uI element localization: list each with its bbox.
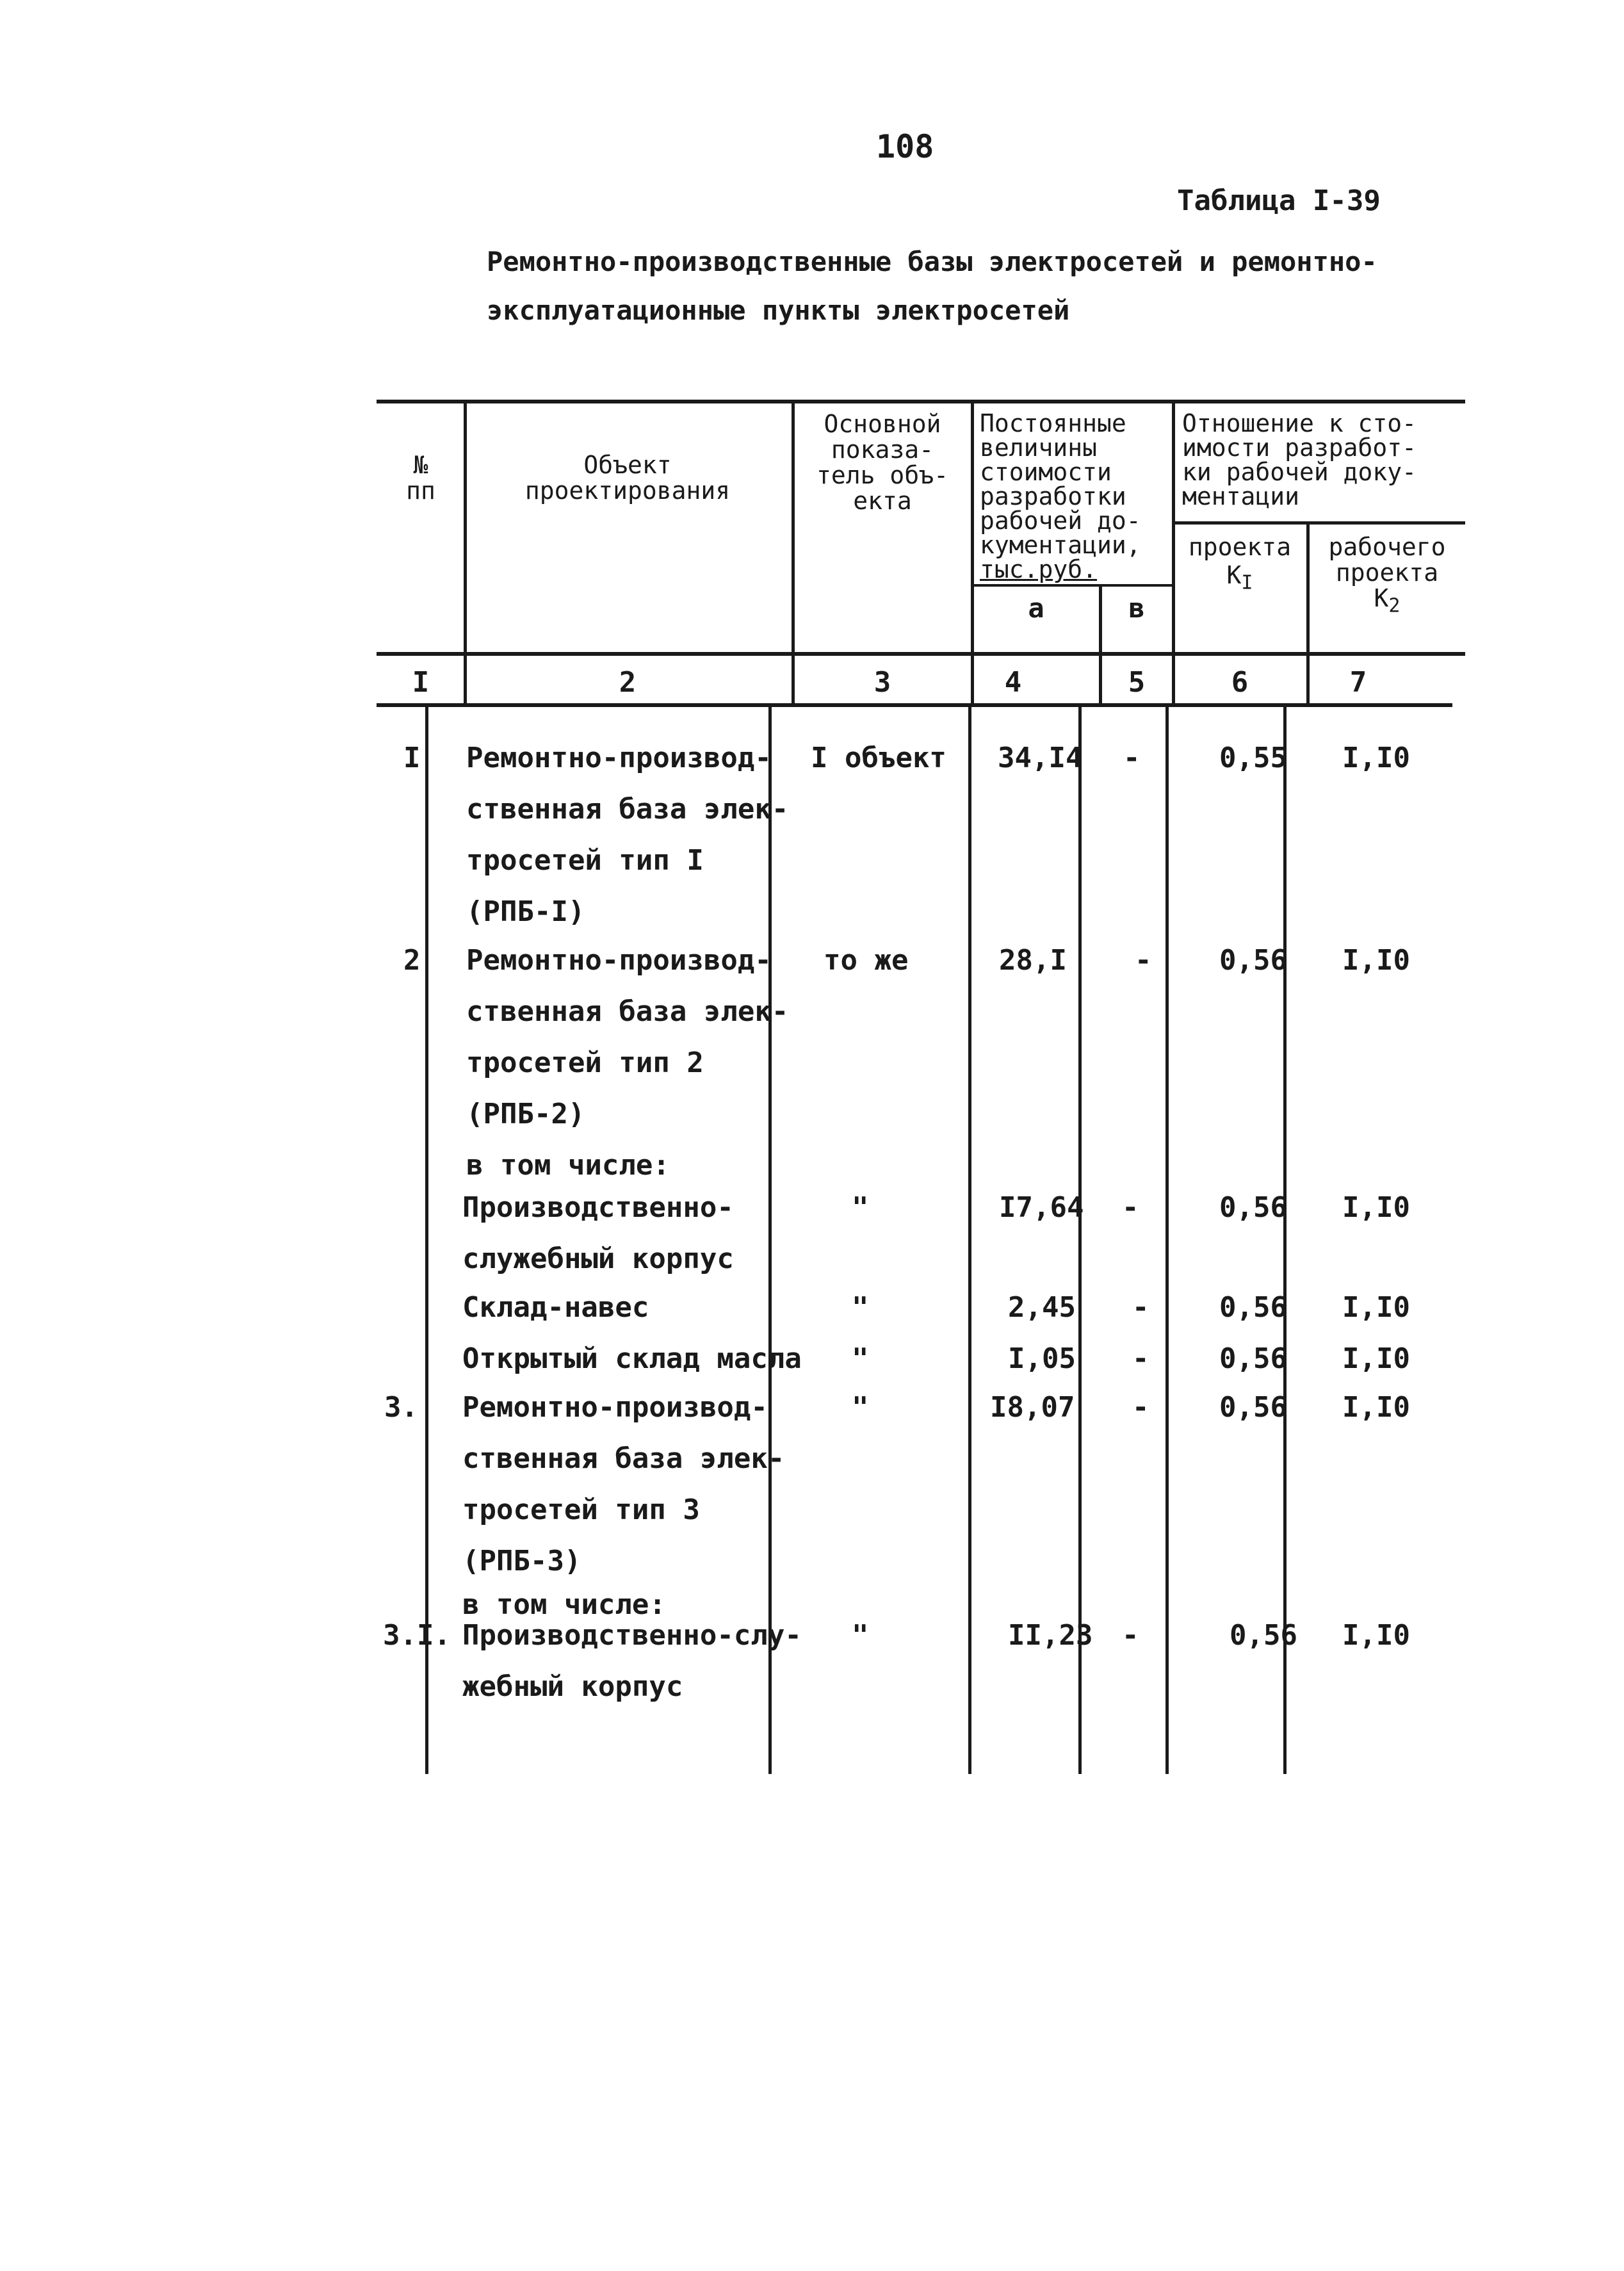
object-name-line: Производственно-слу- [462, 1619, 802, 1652]
header-col4b: в [1128, 592, 1145, 624]
row-number: 3.I. [383, 1619, 451, 1652]
value-a: 34,I4 [998, 742, 1083, 774]
value-b: - [1122, 1619, 1139, 1652]
row-number: I [403, 742, 421, 774]
value-b: - [1132, 1342, 1149, 1375]
value-a: I7,64 [999, 1191, 1084, 1224]
value-b: - [1132, 1391, 1149, 1424]
header-col4-line: кументации, [980, 531, 1141, 559]
value-k2: I,I0 [1342, 1342, 1410, 1375]
header-col1 [380, 452, 461, 503]
column-number-5: 5 [1128, 666, 1146, 699]
value-k2: I,I0 [1342, 742, 1410, 774]
header-col4-line: величины [980, 434, 1098, 462]
object-name [466, 733, 788, 938]
object-name [462, 1333, 802, 1385]
table-title-line-1: Ремонтно-производственные базы электросетей и ремонтно- [487, 246, 1377, 277]
value-b: - [1132, 1291, 1149, 1324]
row-number: 3. [384, 1391, 418, 1424]
header-col6-line: ментации [1182, 482, 1300, 510]
object-name-line: в том числе: [466, 1149, 670, 1182]
header-col4-line: стоимости [980, 458, 1112, 486]
header-col1-line: № [413, 451, 428, 479]
header-col2-line: Объект [583, 451, 672, 479]
vrule-5-body [1165, 704, 1169, 1774]
indicator: " [852, 1191, 869, 1224]
header-col6a [1176, 534, 1304, 596]
value-k2: I,I0 [1342, 944, 1410, 977]
object-name [462, 1382, 784, 1623]
header-col6a-label: проекта [1188, 533, 1292, 561]
k2-symbol: К [1374, 584, 1389, 612]
header-col2-line: проектирования [524, 476, 731, 505]
header-col3 [797, 411, 968, 514]
object-name-line: Склад-навес [462, 1291, 649, 1324]
column-number-7: 7 [1349, 666, 1367, 699]
header-col3-line: показа- [831, 435, 934, 464]
object-name-line: в том числе: [462, 1588, 666, 1621]
header-col4a: а [1028, 592, 1044, 624]
column-number-2: 2 [619, 666, 637, 699]
k1-symbol: К [1226, 561, 1242, 589]
object-name-line: Ремонтно-производ- [462, 1391, 768, 1424]
value-k1: 0,56 [1219, 1342, 1287, 1375]
vrule-3-body [968, 704, 971, 1774]
object-name-line: тросетей тип 2 [466, 1046, 704, 1079]
header-col4-line: Постоянные [980, 409, 1126, 437]
column-number-3: 3 [873, 666, 891, 699]
header-sub-rule-constants [973, 584, 1173, 587]
column-numbers-rule [377, 703, 1452, 707]
value-k1: 0,56 [1219, 1391, 1287, 1424]
object-name-line: Открытый склад масла [462, 1342, 802, 1375]
value-k2: I,I0 [1342, 1619, 1410, 1652]
object-name-line: Производственно- [462, 1191, 734, 1224]
value-a: II,23 [1008, 1619, 1093, 1652]
vrule-4-header [1099, 585, 1102, 706]
value-k1: 0,56 [1219, 1291, 1287, 1324]
table-label: Таблица I-39 [1177, 184, 1381, 217]
value-k1: 0,56 [1219, 944, 1287, 977]
value-k1: 0,55 [1219, 742, 1287, 774]
value-b: - [1123, 742, 1141, 774]
header-k1 [1176, 562, 1304, 596]
object-name-line: (РПБ-I) [466, 895, 585, 928]
header-sub-rule-ratio [1173, 521, 1465, 525]
row-number: 2 [403, 944, 421, 977]
object-name-line: служебный корпус [462, 1242, 734, 1275]
object-name-line: тросетей тип 3 [462, 1494, 700, 1526]
object-name [462, 1182, 734, 1285]
table-title-line-2: эксплуатационные пункты электросетей [487, 295, 1070, 326]
header-col3-line: Основной [824, 410, 941, 438]
object-name-line: (РПБ-3) [462, 1545, 581, 1577]
value-b: - [1122, 1191, 1139, 1224]
object-name-line: ственная база элек- [462, 1442, 785, 1475]
indicator: то же [824, 944, 909, 977]
value-k2: I,I0 [1342, 1191, 1410, 1224]
object-name [462, 1282, 649, 1333]
indicator: " [852, 1291, 869, 1324]
header-col4-line: разработки [980, 482, 1126, 510]
value-a: I,05 [1008, 1342, 1076, 1375]
value-b: - [1135, 944, 1152, 977]
k1-subscript: I [1241, 571, 1253, 594]
indicator: I объект [811, 742, 946, 774]
object-name-line: Ремонтно-производ- [466, 944, 772, 977]
object-name-line: ственная база элек- [466, 793, 789, 826]
header-col6b [1310, 534, 1464, 619]
header-col2 [467, 452, 788, 503]
value-a: 28,I [999, 944, 1067, 977]
object-name-line: (РПБ-2) [466, 1098, 585, 1130]
vrule-6-header [1306, 523, 1310, 706]
header-col3-line: тель объ- [816, 461, 948, 489]
page-number: 108 [876, 128, 934, 165]
table-top-rule [377, 400, 1465, 403]
header-col6 [1182, 411, 1417, 509]
vrule-1-header [464, 401, 467, 706]
header-col3-line: екта [853, 487, 912, 515]
object-name-line: ственная база элек- [466, 995, 789, 1028]
vrule-2-header [792, 401, 795, 706]
k2-subscript: 2 [1388, 594, 1401, 617]
value-a: 2,45 [1008, 1291, 1076, 1324]
header-col1-line: пп [406, 476, 435, 505]
header-bottom-rule [377, 652, 1465, 656]
value-k1: 0,56 [1219, 1191, 1287, 1224]
object-name-line: жебный корпус [462, 1670, 683, 1703]
value-k2: I,I0 [1342, 1291, 1410, 1324]
value-k2: I,I0 [1342, 1391, 1410, 1424]
header-col6b-label: проекта [1335, 558, 1439, 587]
header-col6-line: имости разработ- [1182, 434, 1417, 462]
header-col4-line: рабочей до- [980, 507, 1141, 535]
header-k2 [1310, 585, 1464, 619]
column-number-1: I [412, 666, 430, 699]
object-name [466, 935, 788, 1191]
object-name [462, 1610, 802, 1713]
indicator: " [852, 1342, 869, 1375]
header-col6-line: ки рабочей доку- [1182, 458, 1417, 486]
object-name-line: Ремонтно-производ- [466, 742, 772, 774]
value-a: I8,07 [990, 1391, 1075, 1424]
header-col6-line: Отношение к сто- [1182, 409, 1417, 437]
value-k1: 0,56 [1230, 1619, 1297, 1652]
vrule-3-header [971, 401, 974, 706]
header-col6b-label: рабочего [1328, 533, 1446, 561]
header-col4 [980, 411, 1141, 582]
vrule-5-header [1172, 401, 1175, 706]
column-number-4: 4 [1004, 666, 1022, 699]
object-name-line: тросетей тип I [466, 844, 704, 877]
indicator: " [852, 1391, 869, 1424]
column-number-6: 6 [1231, 666, 1249, 699]
header-col4-line: тыс.руб. [980, 555, 1098, 583]
indicator: " [852, 1619, 869, 1652]
